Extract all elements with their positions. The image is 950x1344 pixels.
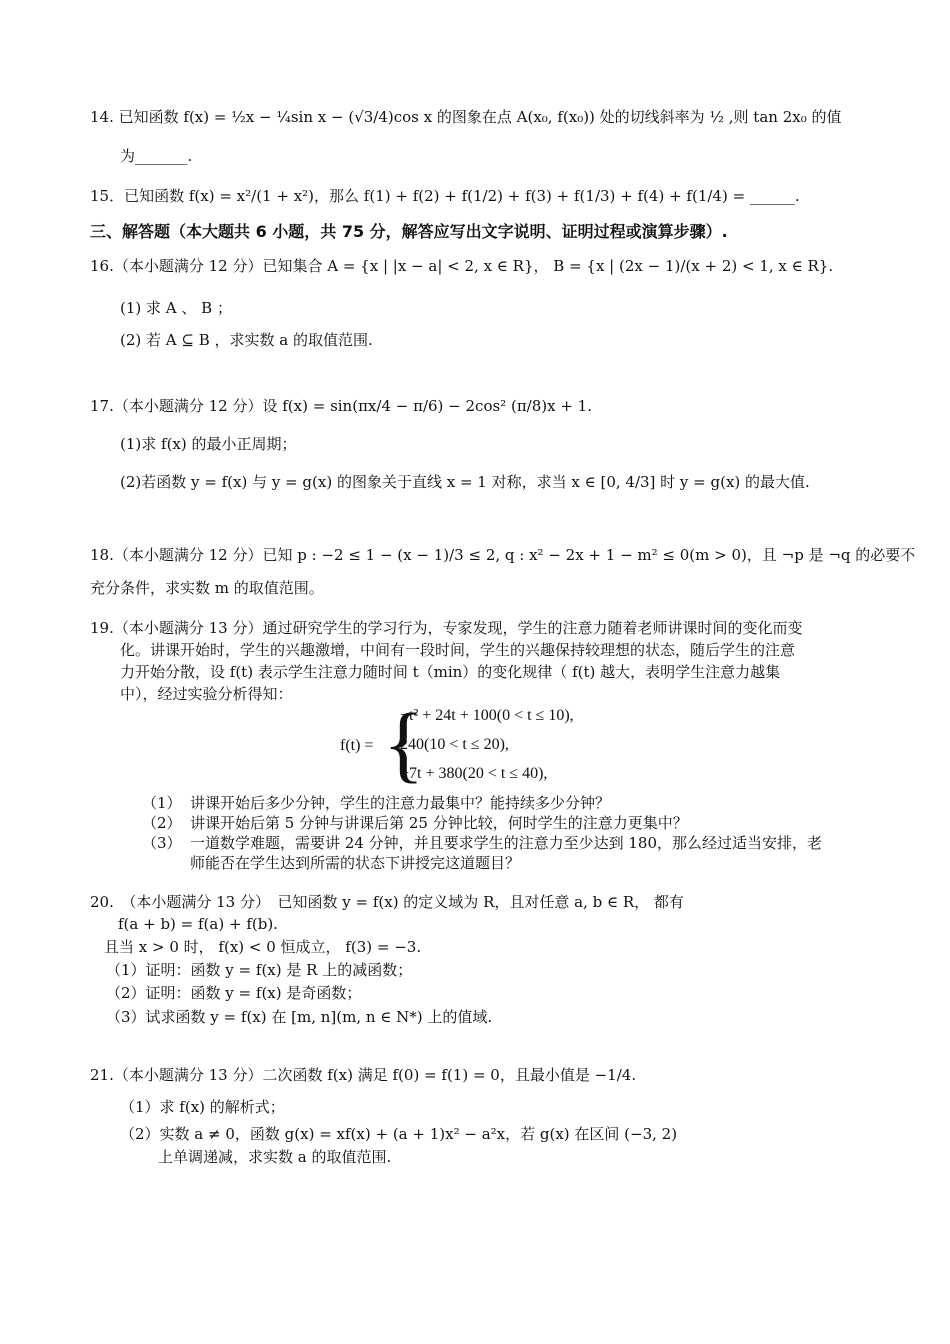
q20-part1: （1）证明：函数 y = f(x) 是 R 上的减函数； bbox=[106, 961, 413, 979]
q19-case-2: 240(10 < t ≤ 20), bbox=[400, 736, 509, 753]
q16-part2: (2) 若 A ⊆ B ，求实数 a 的取值范围. bbox=[120, 331, 373, 349]
q19-sub3-number: （3） bbox=[142, 834, 182, 852]
q19-line2: 化。讲课开始时，学生的兴趣激增，中间有一段时间，学生的兴趣保持较理想的状态，随后学生的注意 bbox=[120, 641, 796, 659]
q20-part3: （3）试求函数 y = f(x) 在 [m, n](m, n ∈ N*) 上的值域. bbox=[106, 1008, 493, 1026]
q19-sub3-line2: 师能否在学生达到所需的状态下讲授完这道题目？ bbox=[190, 854, 521, 872]
q20-line1: 20. （本小题满分 13 分） 已知函数 y = f(x) 的定义域为 R，且对任意 a, b ∈ R， 都有 bbox=[90, 893, 684, 911]
q19-sub1: 讲课开始后多少分钟，学生的注意力最集中？能持续多少分钟？ bbox=[190, 794, 611, 812]
q19-sub2-number: （2） bbox=[142, 814, 182, 832]
q19-case-3: −7t + 380(20 < t ≤ 40), bbox=[400, 765, 548, 782]
q21-part1: （1）求 f(x) 的解析式； bbox=[120, 1098, 285, 1116]
q20-part2: （2）证明：函数 y = f(x) 是奇函数； bbox=[106, 984, 362, 1002]
q18-line1: 18.（本小题满分 12 分）已知 p : −2 ≤ 1 − (x − 1)/3 ≤ 2, q : x² − 2x + 1 − m² ≤ 0(m > 0)，且 ¬p 是 ¬q 的必要不 bbox=[90, 546, 916, 564]
q17-stem: 17.（本小题满分 12 分）设 f(x) = sin(πx/4 − π/6) − 2cos² (π/8)x + 1. bbox=[90, 397, 592, 415]
q18-line2: 充分条件，求实数 m 的取值范围。 bbox=[90, 579, 324, 597]
q19-line1: 19.（本小题满分 13 分）通过研究学生的学习行为，专家发现，学生的注意力随着老师讲课时间的变化而变 bbox=[90, 619, 803, 637]
q20-line2: f(a + b) = f(a) + f(b). bbox=[118, 915, 278, 933]
q19-piecewise-lhs: f(t) = bbox=[340, 737, 374, 754]
q16-part1: (1) 求 A 、 B ； bbox=[120, 299, 232, 317]
q17-part1: (1)求 f(x) 的最小正周期； bbox=[120, 435, 297, 453]
q19-piecewise-brace: { bbox=[383, 695, 425, 791]
q19-line3: 力开始分散，设 f(t) 表示学生注意力随时间 t（min）的变化规律（ f(t) 越大，表明学生注意力越集 bbox=[120, 663, 781, 681]
q19-sub1-number: （1） bbox=[142, 794, 182, 812]
section3-heading: 三、解答题（本大题共 6 小题，共 75 分，解答应写出文字说明、证明过程或演算步骤）. bbox=[90, 222, 728, 241]
q15-line1: 15．已知函数 f(x) = x²/(1 + x²)，那么 f(1) + f(2) + f(1/2) + f(3) + f(1/3) + f(4) + f(1/4) = ______. bbox=[90, 187, 800, 205]
q19-sub2: 讲课开始后第 5 分钟与讲课后第 25 分钟比较，何时学生的注意力更集中？ bbox=[190, 814, 688, 832]
q17-part2: (2)若函数 y = f(x) 与 y = g(x) 的图象关于直线 x = 1 对称，求当 x ∈ [0, 4/3] 时 y = g(x) 的最大值. bbox=[120, 473, 810, 491]
q16-stem: 16.（本小题满分 12 分）已知集合 A = {x | |x − a| < 2, x ∈ R}， B = {x | (2x − 1)/(x + 2) < 1, x ∈ R}. bbox=[90, 257, 834, 275]
q19-line4: 中），经过实验分析得知： bbox=[120, 685, 293, 703]
q21-part2-line1: （2）实数 a ≠ 0，函数 g(x) = xf(x) + (a + 1)x² − a²x，若 g(x) 在区间 (−3, 2) bbox=[120, 1125, 678, 1143]
q20-line3: 且当 x > 0 时， f(x) < 0 恒成立， f(3) = −3. bbox=[104, 938, 422, 956]
q19-case-1: −t² + 24t + 100(0 < t ≤ 10), bbox=[400, 707, 574, 724]
q21-part2-line2: 上单调递减，求实数 a 的取值范围. bbox=[158, 1148, 392, 1166]
q14-line1: 14. 已知函数 f(x) = ½x − ¼sin x − (√3/4)cos x 的图象在点 A(x₀, f(x₀)) 处的切线斜率为 ½ ,则 tan 2x₀ 的值 bbox=[90, 108, 842, 126]
q14-line2: 为_______. bbox=[120, 147, 193, 165]
q19-sub3-line1: 一道数学难题，需要讲 24 分钟，并且要求学生的注意力至少达到 180，那么经过适当安排，老 bbox=[190, 834, 823, 852]
q21-stem: 21.（本小题满分 13 分）二次函数 f(x) 满足 f(0) = f(1) = 0，且最小值是 −1/4. bbox=[90, 1066, 637, 1084]
